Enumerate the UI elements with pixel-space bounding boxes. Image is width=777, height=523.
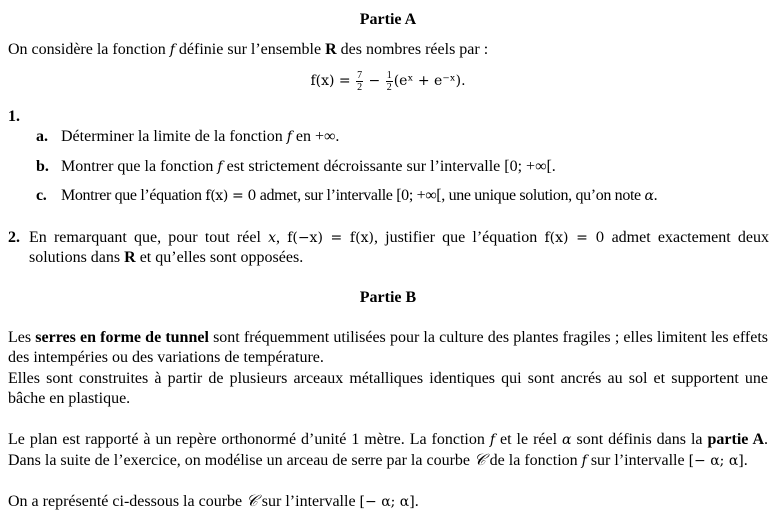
- part-a-title: Partie A: [359, 11, 417, 28]
- curve-c-symbol: 𝒞: [474, 450, 486, 469]
- part-b-paragraph-3: Le plan est rapporté à un repère orthonormé d’unité 1 mètre. La fonction f et le réel α sont définis dans la partie A. Dans la suite de l’exercice, on modélise un arceau de serre par la courbe 𝒞 de la fonction f sur l’intervalle [− α; α].: [8, 431, 769, 469]
- part-a-intro: On considère la fonction f définie sur l’ensemble R des nombres réels par :: [8, 41, 489, 58]
- part-b-paragraph-2: Elles sont construites à partir de plusieurs arceaux métalliques identiques qui sont ancrés au sol et supportent une bâche en plastique.: [8, 370, 768, 407]
- question-1b: b. Montrer que la fonction f est strictement décroissante sur l’intervalle [0; +∞[.: [36, 158, 556, 175]
- fraction-seven-halves: $\frac{7}{2}$: [357, 69, 363, 93]
- function-definition-formula: f(x) = $\frac{7}{2}$ − $\frac{1}{2}$ (eˣ + e⁻ˣ).: [310, 69, 466, 93]
- question-1-number: 1.: [8, 108, 20, 125]
- part-b-paragraph-1: Les serres en forme de tunnel sont fréquemment utilisées pour la culture des plantes fragiles ; elles limitent les effets des intempéries ou des variations de température.: [8, 329, 768, 366]
- question-2-text: En remarquant que, pour tout réel x, f(−x) = f(x), justifier que l’équation f(x) = 0 admet exactement deux solutions dans R et qu’elles sont opposées.: [29, 229, 770, 266]
- question-1c: c. Montrer que l’équation f(x) = 0 admet, sur l’intervalle [0; +∞[, une unique solution, qu’on note α.: [36, 187, 658, 204]
- curve-c-symbol: 𝒞: [246, 491, 258, 510]
- question-2-number: 2.: [8, 229, 20, 246]
- part-b-title: Partie B: [359, 289, 417, 306]
- part-b-paragraph-4: On a représenté ci-dessous la courbe 𝒞 sur l’intervalle [− α; α].: [8, 491, 419, 510]
- question-1a: a. Déterminer la limite de la fonction f en +∞.: [36, 128, 340, 145]
- fraction-one-half: $\frac{1}{2}$: [386, 69, 392, 93]
